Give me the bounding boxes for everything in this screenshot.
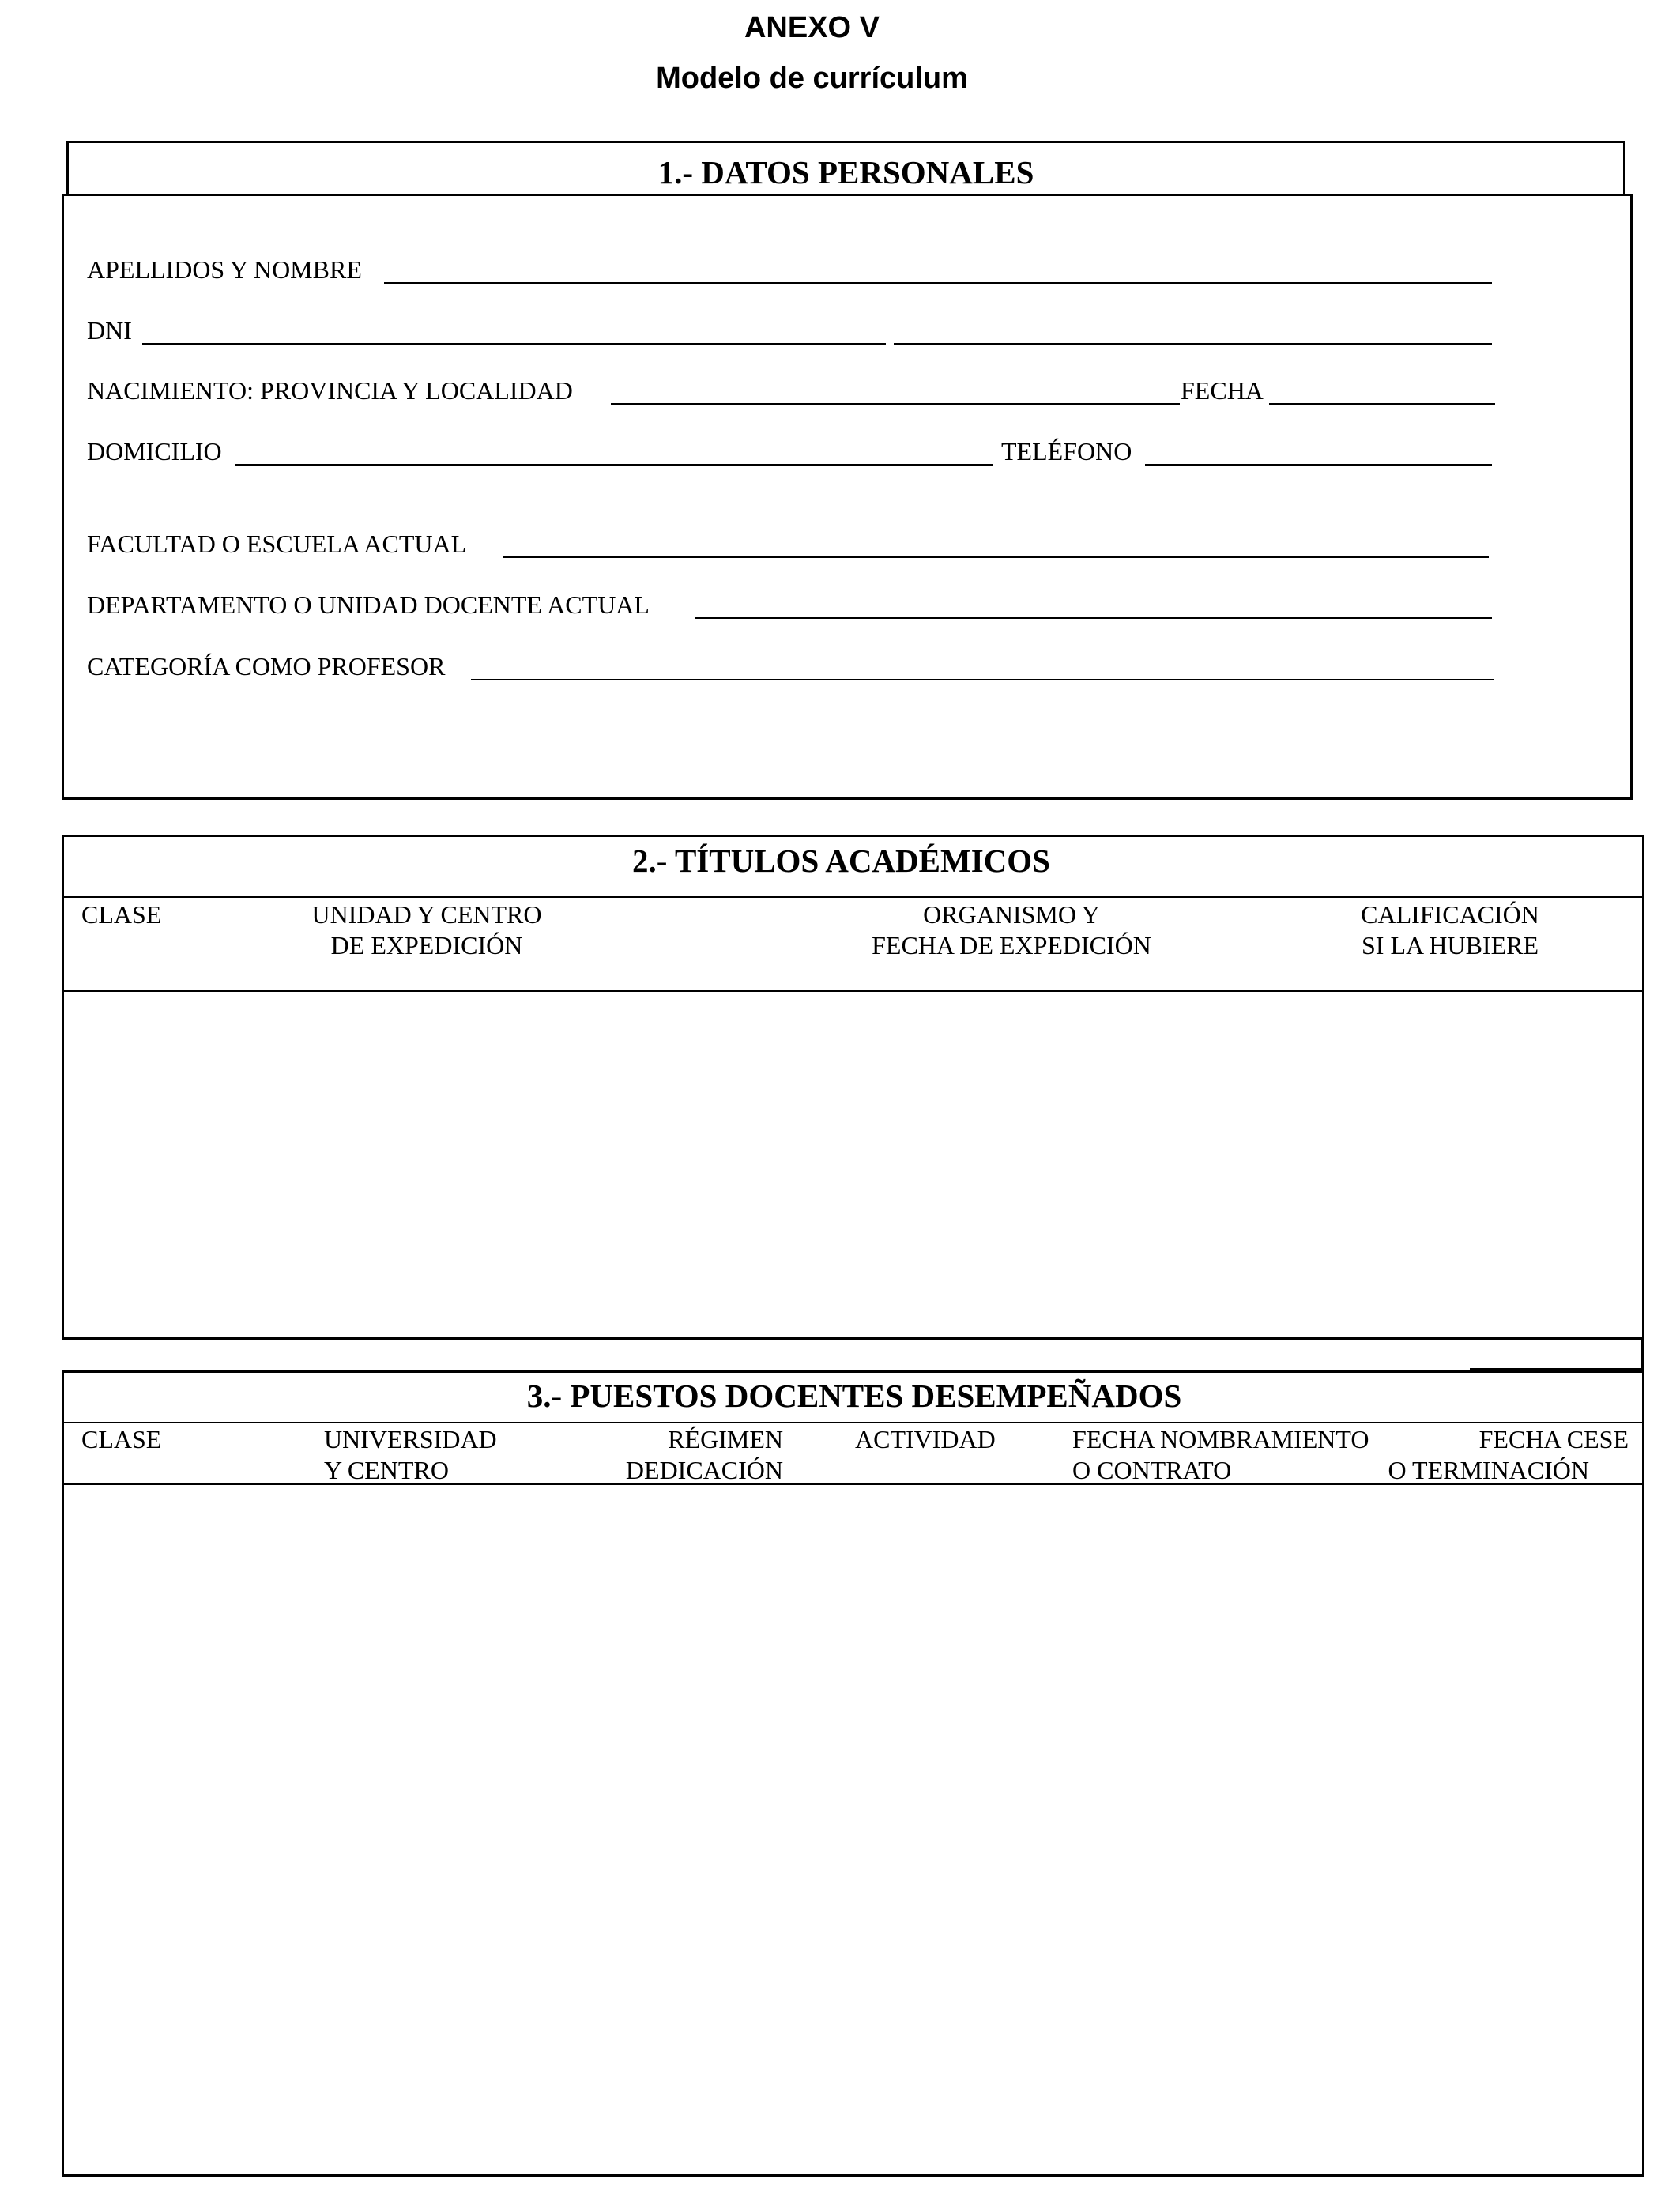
section-connector-base [1470,1368,1644,1370]
s3-col-regime: RÉGIMEN DEDICACIÓN [625,1425,783,1484]
section2-title-divider [63,896,1643,898]
section2-header-divider [63,990,1643,992]
section2-title: 2.- TÍTULOS ACADÉMICOS [632,843,1050,879]
dni-field-extra[interactable] [894,343,1492,345]
phone-field[interactable] [1145,464,1492,466]
s2-col-unit: UNIDAD Y CENTRO DE EXPEDICIÓN [311,900,542,959]
s3-col-class: CLASE [81,1425,162,1453]
name-label: APELLIDOS Y NOMBRE [87,255,362,284]
address-field[interactable] [235,464,993,466]
section3-entry-area[interactable] [65,1486,1642,2173]
category-label: CATEGORÍA COMO PROFESOR [87,652,446,680]
faculty-label: FACULTAD O ESCUELA ACTUAL [87,530,467,558]
birth-date-label: FECHA [1181,376,1264,405]
section2-entry-area[interactable] [65,993,1642,1337]
section3-title: 3.- PUESTOS DOCENTES DESEMPEÑADOS [526,1378,1182,1414]
name-field[interactable] [384,282,1492,284]
section-connector [1641,1337,1644,1369]
birth-date-field[interactable] [1269,403,1495,405]
s2-col-qualification: CALIFICACIÓN SI LA HUBIERE [1361,900,1539,959]
dni-label: DNI [87,316,132,345]
document-subtitle: Modelo de currículum [656,62,968,95]
s2-col-class: CLASE [81,900,162,929]
section3-title-divider [63,1422,1643,1423]
dni-field[interactable] [142,343,886,345]
department-field[interactable] [695,617,1492,619]
s3-col-end-date: FECHA CESE O TERMINACIÓN [1388,1425,1629,1484]
s2-col-organism: ORGANISMO Y FECHA DE EXPEDICIÓN [872,900,1151,959]
section1-title: 1.- DATOS PERSONALES [657,154,1034,190]
section1-title-box [66,141,1625,196]
section1-body-box [62,194,1633,800]
faculty-field[interactable] [503,556,1489,558]
s3-col-activity: ACTIVIDAD [855,1425,996,1453]
s3-col-appointment-date: FECHA NOMBRAMIENTO O CONTRATO [1072,1425,1369,1484]
address-label: DOMICILIO [87,437,222,466]
birth-place-field[interactable] [611,403,1180,405]
s3-col-university: UNIVERSIDAD Y CENTRO [324,1425,497,1484]
annex-title: ANEXO V [744,11,880,44]
birth-place-label: NACIMIENTO: PROVINCIA Y LOCALIDAD [87,376,573,405]
phone-label: TELÉFONO [1001,437,1132,466]
category-field[interactable] [471,679,1494,680]
department-label: DEPARTAMENTO O UNIDAD DOCENTE ACTUAL [87,590,650,619]
